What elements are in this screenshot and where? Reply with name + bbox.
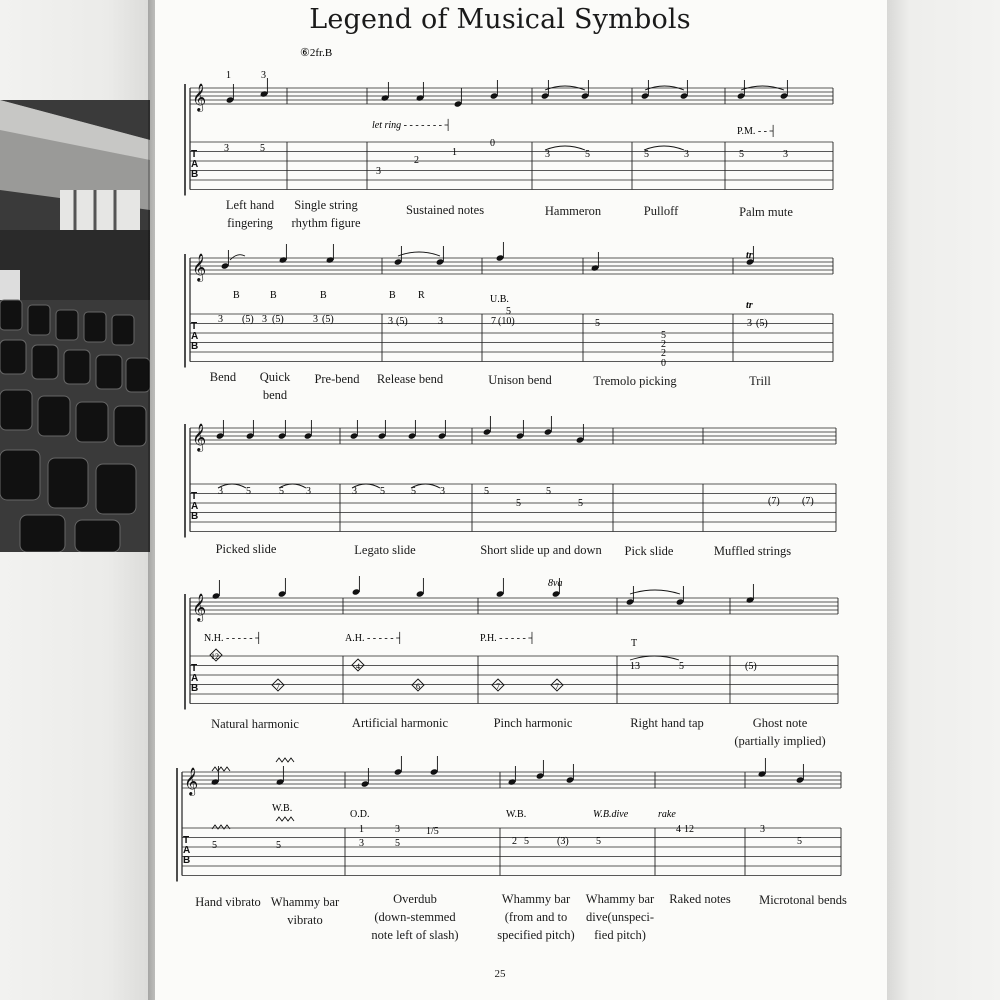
label-single-string-rhythm: Single string rhythm figure xyxy=(291,198,361,230)
tap-mark: T xyxy=(631,638,638,649)
tab-number: 0 xyxy=(490,138,495,149)
tab-number: 5 xyxy=(506,306,511,317)
tab-clef-letter: B xyxy=(191,511,199,522)
label-sustained-notes: Sustained notes xyxy=(405,203,485,217)
tab-clef-letter: T xyxy=(191,321,198,332)
tab-clef-letter: A xyxy=(191,501,199,512)
tab-number: 13 xyxy=(630,661,640,672)
octave-mark: 8va xyxy=(548,578,563,589)
tie-slur xyxy=(630,656,679,660)
label-right-hand-tap: Right hand tap xyxy=(630,716,704,730)
tab-number: 1 xyxy=(359,824,364,835)
tab-number: 5 xyxy=(739,149,744,160)
label-muffled-strings: Muffled strings xyxy=(713,544,792,558)
whammy-vibrato-mark: W.B. xyxy=(272,803,293,814)
string-mark: ⑥2fr.B xyxy=(300,47,333,59)
artificial-harmonic-mark: A.H. - - - - - ┤ xyxy=(345,633,404,644)
tab-number: 5 xyxy=(516,498,521,509)
tab-clef-letter: T xyxy=(191,491,198,502)
tab-number: 3 xyxy=(388,316,393,327)
label-ghost-note: Ghost note (partially implied) xyxy=(734,716,826,748)
tab-number: 1/5 xyxy=(426,826,439,837)
tab-number: (7) xyxy=(802,496,814,507)
tab-number: 5 xyxy=(578,498,583,509)
tab-number: 3 xyxy=(306,486,311,497)
tab-number: 5 xyxy=(596,836,601,847)
tab-number: 5 xyxy=(276,840,281,851)
page-title: Legend of Musical Symbols xyxy=(309,4,691,35)
tab-number: 2 xyxy=(661,339,666,350)
tab-number: 3 xyxy=(440,486,445,497)
tab-number: 5 xyxy=(246,486,251,497)
palm-mute-mark: P.M. - - ┤ xyxy=(737,126,777,137)
tab-number: 3 xyxy=(545,149,550,160)
tab-clef-letter: T xyxy=(191,663,198,674)
vibrato-icon xyxy=(212,825,230,829)
tab-number: 7 xyxy=(496,682,500,691)
label-left-hand-fingering: Left hand fingering xyxy=(225,198,275,230)
tab-number: 3 xyxy=(747,318,752,329)
tab-number: (5) xyxy=(396,316,408,327)
label-bend: Bend xyxy=(209,370,237,384)
tab-number: 3 xyxy=(376,166,381,177)
tab-clef-letter: B xyxy=(183,855,191,866)
label-artificial-harmonic: Artificial harmonic xyxy=(351,716,449,730)
release-bend-mark: B xyxy=(389,290,396,301)
label-hand-vibrato: Hand vibrato xyxy=(195,895,261,909)
treble-clef-icon: 𝄞 xyxy=(192,253,207,281)
tab-number: 7 xyxy=(555,682,559,691)
release-bend-mark: R xyxy=(418,290,425,301)
tab-number: 5 xyxy=(380,486,385,497)
trill-mark: tr xyxy=(746,250,753,261)
tab-number: 3 xyxy=(395,824,400,835)
tab-clef-letter: B xyxy=(191,683,199,694)
page-number: 25 xyxy=(494,968,506,980)
rake-mark: rake xyxy=(658,809,676,820)
label-whammy-bar-vibrato: Whammy bar vibrato xyxy=(270,895,340,927)
tab-number: (10) xyxy=(498,316,515,327)
tab-number: 5 xyxy=(260,143,265,154)
label-picked-slide: Picked slide xyxy=(215,542,277,556)
label-short-slide: Short slide up and down xyxy=(480,543,602,557)
tab-number: 3 xyxy=(359,838,364,849)
label-raked-notes: Raked notes xyxy=(669,892,731,906)
bend-mark: B xyxy=(270,290,277,301)
label-microtonal-bends: Microtonal bends xyxy=(759,893,847,907)
treble-clef-icon: 𝄞 xyxy=(184,767,199,795)
label-natural-harmonic: Natural harmonic xyxy=(211,717,299,731)
label-whammy-bar-dive: Whammy bar dive(unspeci- fied pitch) xyxy=(585,892,655,942)
tab-number: 3 xyxy=(313,314,318,325)
tab-number: 5 xyxy=(411,486,416,497)
overdub-mark: O.D. xyxy=(350,809,370,820)
tab-number: 5 xyxy=(595,318,600,329)
tab-clef-letter: B xyxy=(191,341,199,352)
tab-number: 12 xyxy=(211,652,219,661)
tab-number: 5 xyxy=(679,661,684,672)
label-release-bend: Release bend xyxy=(376,372,444,386)
tab-number: 1 xyxy=(452,147,457,158)
label-pinch-harmonic: Pinch harmonic xyxy=(493,716,573,730)
label-quick-bend: Quick bend xyxy=(259,370,291,402)
label-pre-bend: Pre-bend xyxy=(314,372,360,386)
tab-clef-letter: T xyxy=(183,835,190,846)
tab-number: 5 xyxy=(661,330,666,341)
tab-clef-letter: A xyxy=(191,159,199,170)
tab-number: 5 xyxy=(585,149,590,160)
vibrato-icon xyxy=(212,767,230,771)
tab-clef-letter: A xyxy=(191,331,199,342)
tab-number: 4 xyxy=(676,824,681,835)
tab-number: 0 xyxy=(661,358,666,369)
tab-number: 12 xyxy=(684,824,694,835)
whammy-bar-mark: W.B. xyxy=(506,809,527,820)
tab-number: 3 xyxy=(218,314,223,325)
tab-number: 7 xyxy=(276,682,280,691)
tab-number: 3 xyxy=(783,149,788,160)
tab-number: 5 xyxy=(395,838,400,849)
pinch-harmonic-mark: P.H. - - - - - ┤ xyxy=(480,633,536,644)
bend-mark: B xyxy=(320,290,327,301)
trill-mark: tr xyxy=(746,300,753,311)
label-pulloff: Pulloff xyxy=(643,204,679,218)
tab-number: 5 xyxy=(212,840,217,851)
bend-mark: B xyxy=(233,290,240,301)
label-palm-mute: Palm mute xyxy=(739,205,793,219)
tie-slur xyxy=(630,590,680,594)
tab-number: 3 xyxy=(760,824,765,835)
tab-number: 6 xyxy=(416,682,420,691)
tab-number: (3) xyxy=(557,836,569,847)
tab-number: 5 xyxy=(279,486,284,497)
tab-number: 3 xyxy=(684,149,689,160)
label-tremolo-picking: Tremolo picking xyxy=(593,374,677,388)
fingering-1: 1 xyxy=(226,70,231,81)
tab-number: (5) xyxy=(745,661,757,672)
tab-number: 3 xyxy=(438,316,443,327)
tab-number: 4 xyxy=(356,662,360,671)
label-whammy-bar-specified: Whammy bar (from and to specified pitch) xyxy=(497,892,575,942)
natural-harmonic-mark: N.H. - - - - - ┤ xyxy=(204,633,263,644)
tie-slur xyxy=(644,146,684,150)
tab-number: 5 xyxy=(484,486,489,497)
tab-number: 3 xyxy=(218,486,223,497)
tab-clef-letter: B xyxy=(191,169,199,180)
treble-clef-icon: 𝄞 xyxy=(192,593,207,621)
treble-clef-icon: 𝄞 xyxy=(192,423,207,451)
tab-clef-letter: A xyxy=(183,845,191,856)
treble-clef-icon: 𝄞 xyxy=(192,83,207,111)
label-trill: Trill xyxy=(749,374,771,388)
vibrato-icon xyxy=(276,817,294,821)
tab-number: (5) xyxy=(322,314,334,325)
tab-number: 5 xyxy=(797,836,802,847)
label-overdub: Overdub (down-stemmed note left of slash) xyxy=(371,892,459,942)
tab-number: 2 xyxy=(661,348,666,359)
tab-number: (5) xyxy=(756,318,768,329)
tie-slur xyxy=(230,255,245,260)
label-unison-bend: Unison bend xyxy=(488,373,552,387)
tab-number: (7) xyxy=(768,496,780,507)
tab-number: (5) xyxy=(242,314,254,325)
tab-number: 5 xyxy=(546,486,551,497)
label-legato-slide: Legato slide xyxy=(354,543,416,557)
tab-clef-letter: A xyxy=(191,673,199,684)
tab-number: 5 xyxy=(644,149,649,160)
tab-number: 3 xyxy=(352,486,357,497)
tab-number: 2 xyxy=(414,155,419,166)
vibrato-icon xyxy=(276,758,294,762)
label-pick-slide: Pick slide xyxy=(624,544,674,558)
tab-number: 3 xyxy=(262,314,267,325)
tab-number: (5) xyxy=(272,314,284,325)
unison-bend-mark: U.B. xyxy=(490,294,509,305)
tie-slur xyxy=(398,252,440,256)
fingering-3: 3 xyxy=(261,70,266,81)
tie-slur xyxy=(545,146,585,150)
whammy-dive-mark: W.B.dive xyxy=(593,809,629,820)
tab-number: 7 xyxy=(491,316,496,327)
tab-number: 3 xyxy=(224,143,229,154)
label-hammeron: Hammeron xyxy=(544,204,602,218)
tab-clef-letter: T xyxy=(191,149,198,160)
let-ring-mark: let ring - - - - - - - ┤ xyxy=(372,120,452,131)
tab-number: 2 xyxy=(512,836,517,847)
tab-number: 5 xyxy=(524,836,529,847)
